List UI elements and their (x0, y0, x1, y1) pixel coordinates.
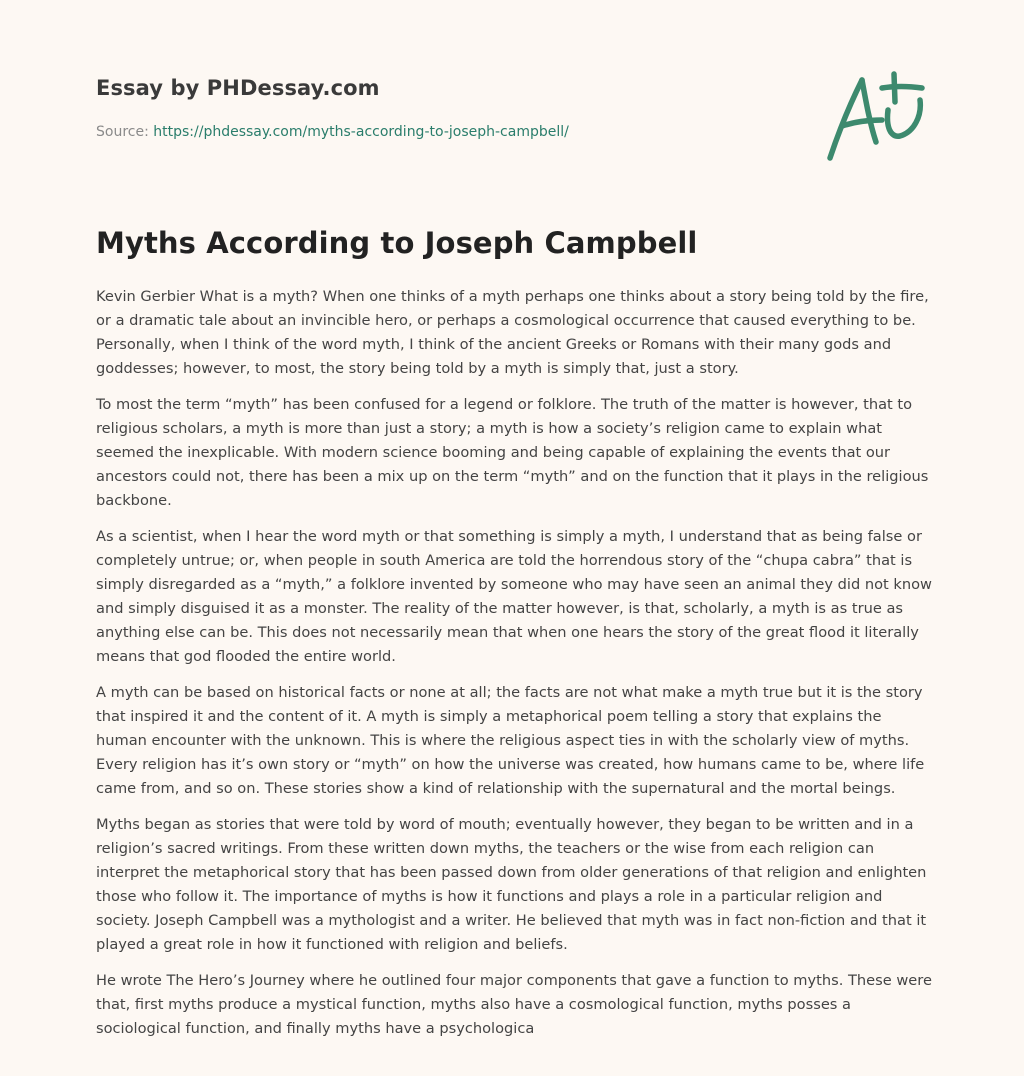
a-plus-logo-icon (818, 66, 930, 166)
essay-paragraph: A myth can be based on historical facts or none at all; the facts are not what make a myth true but it is the story that inspired it and the content of it. A myth is simply a metaphorical poem telling a story that explains the human encounter with the unknown. This is where the religious aspect ties in with the scholarly view of myths. Every religion has it’s own story or “myth” on how the universe was created, how humans came to be, where life came from, and so on. These stories show a kind of relationship with the supernatural and the mortal beings. (96, 684, 925, 797)
source-label: Source: (96, 124, 154, 140)
essay-body (96, 285, 932, 1053)
essay-paragraph: As a scientist, when I hear the word myth or that something is simply a myth, I understand that as being false or completely untrue; or, when people in south America are told the horrendous story of the “chupa cabra” that is simply disregarded as a “myth,” a folklore invented by someone who may have seen an animal they did not know and simply disguised it as a monster. The reality of the matter however, is that, scholarly, a myth is as true as anything else can be. This does not necessarily mean that when one hears the story of the great flood it literally means that god flooded the entire world. (96, 528, 932, 665)
essay-paragraph: He wrote The Hero’s Journey where he outlined four major components that gave a function to myths. These were that, first myths produce a mystical function, myths also have a cosmological function, myths posses a sociological function, and finally myths have a psychologica (96, 972, 932, 1037)
source-link[interactable]: https://phdessay.com/myths-according-to-joseph-campbell/ (153, 124, 569, 140)
essay-paragraph: Kevin Gerbier What is a myth? When one thinks of a myth perhaps one thinks about a story being told by the fire, or a dramatic tale about an invincible hero, or perhaps a cosmological occurrence that caused everything to be. Personally, when I think of the word myth, I think of the ancient Greeks or Romans with their many gods and goddesses; however, to most, the story being told by a myth is simply that, just a story. (96, 288, 929, 377)
essay-paragraph: Myths began as stories that were told by word of mouth; eventually however, they began to be written and in a religion’s sacred writings. From these written down myths, the teachers or the wise from each religion can interpret the metaphorical story that has been passed down from older generations of that religion and enlighten those who follow it. The importance of myths is how it functions and plays a role in a particular religion and society. Joseph Campbell was a mythologist and a writer. He believed that myth was in fact non-fiction and that it played a great role in how it functioned with religion and beliefs. (96, 816, 927, 953)
source-line (96, 124, 569, 140)
essay-paragraph: To most the term “myth” has been confused for a legend or folklore. The truth of the matter is however, that to religious scholars, a myth is more than just a story; a myth is how a society’s religion came to explain what seemed the inexplicable. With modern science booming and being capable of explaining the events that our ancestors could not, there has been a mix up on the term “myth” and on the function that it plays in the religious backbone. (96, 396, 929, 509)
site-brand: Essay by PHDessay.com (96, 76, 380, 100)
essay-title: Myths According to Joseph Campbell (96, 226, 698, 260)
